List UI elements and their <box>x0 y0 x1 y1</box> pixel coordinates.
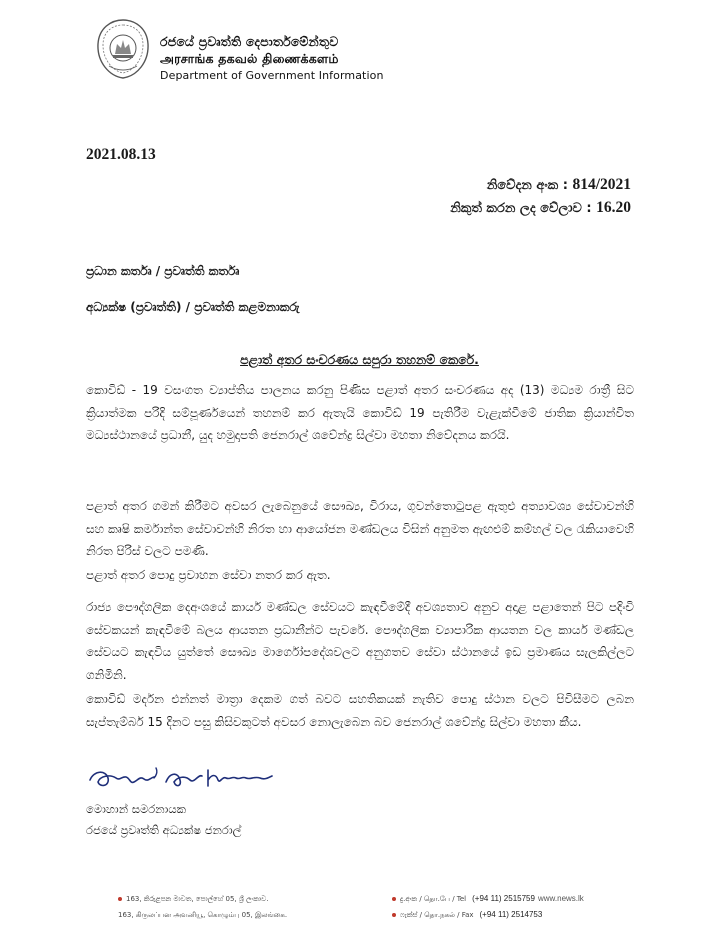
bullet-icon <box>118 897 122 901</box>
body-paragraph-3: පළාත් අතර පොදු ප්‍රවාහන සේවා නතර කර ඇත. <box>86 568 331 582</box>
release-time-label: නිකුත් කරන ලද වේලාව : <box>450 201 592 216</box>
bullet-icon <box>392 897 396 901</box>
release-time <box>450 199 631 217</box>
footer-phone <box>392 894 535 904</box>
footer-address-sinhala: 163, කිරුළපන මාවත, පොල්හේ 05, ශ්‍රී ලංකාව. <box>118 895 268 904</box>
addressee-line-2: අධ්‍යක්ෂ (ප්‍රවෘත්ති) / ප්‍රවෘත්ති කළමනාකරු <box>86 300 300 314</box>
department-name-sinhala: රජයේ ප්‍රවෘත්ති දෙපාර්තමේන්තුව <box>160 34 339 49</box>
subject-heading <box>0 352 719 368</box>
release-time-value: 16.20 <box>596 199 631 216</box>
department-name-english: Department of Government Information <box>160 69 384 82</box>
body-paragraph-4: රාජ්‍ය පෞද්ගලික දෙඅංශයේ කාර්ය මණ්ඩල සේවයට කැඳවීමේදී අවශ්‍යතාව අනුව අදාළ පළාතෙන් පිට පදිංචි සේවකයන් කැඳවීමේ බලය ආයතන ප්‍රධානීන්ට පැවරේ. පෞද්ගලික ව්‍යාපාරික ආයතන වල කාර්ය මණ්ඩල සේවයට කැඳවිය යුත්තේ සෞඛ්‍ය මාර්ගෝපදේශවලට අනුගතව සේවා ස්ථානයේ ඉඩ ප්‍රමාණය සැලකිල්ලට ගනිමිනි. <box>86 600 634 682</box>
department-name-tamil: அரசாங்க தகவல் திணைக்களம் <box>160 51 339 66</box>
footer-phone-label: දු.අංක / தொ.பே / Tel <box>400 895 467 903</box>
footer-address-tamil: 163, கிருலப்பன அவனியூ, கொழும்பு 05, இலங்கை. <box>118 911 288 919</box>
signatory-title: රජයේ ප්‍රවෘත්ති අධ්‍යක්ෂ ජනරාල් <box>86 823 242 837</box>
bullet-icon <box>392 913 396 917</box>
footer-phone-number: (+94 11) 2515759 <box>472 894 535 903</box>
release-date: 2021.08.13 <box>86 146 156 163</box>
release-number-label: නිවේදන අංක : <box>486 178 568 193</box>
footer-fax <box>392 910 542 920</box>
body-paragraph-5: කොවිඩ් මර්දන එන්නත් මාත්‍රා දෙකම ගත් බවට සහතිකයක් නැතිව පොදු ස්ථාන වලට පිවිසීමට ලබන සැප්තැම්බර් 15 දිනට පසු කිසිවකුටත් අවසර නොලැබෙන බව ජෙනරාල් ශවේන්ද්‍ර සිල්වා මහතා කීය. <box>86 692 634 729</box>
government-seal-logo <box>95 18 151 80</box>
subject-text: පළාත් අතර සංචරණය සපුරා තහනම් කෙරේ. <box>240 352 479 367</box>
addressee-line-1: ප්‍රධාන කර්තෘ / ප්‍රවෘත්ති කර්තෘ <box>86 264 240 278</box>
footer-fax-label: ෆැක්ස් / தொ.நகல் / Fax <box>400 911 474 919</box>
body-paragraph-2: පළාත් අතර ගමන් කිරීමට අවසර ලැබෙනුයේ සෞඛ්‍ය, විරාය, ගුවන්තොටුපළ ඇතුළු අත්‍යාවශ්‍ය සේවාවන්හි සහ කෘෂි කර්මාන්ත සේවාවන්හි නිරත හා ආයෝජන මණ්ඩලය විසින් අනුමත ඇඟළුම් කම්හල් වල රැකියාවෙහි නිරත පිරිස් වලට පමණි. <box>86 499 634 558</box>
footer-fax-number: (+94 11) 2514753 <box>479 910 543 919</box>
body-paragraph-1: කොවිඩ් - 19 වසංගත ව්‍යාප්තිය පාලනය කරනු පිණිස පළාත් අතර සංචරණය අද (13) මධ්‍යම රාත්‍රී සිට ක්‍රියාත්මක පරිදි සම්පූර්ණයෙන් තහනම් කර ඇතැයි කොවිඩ් 19 පැතිරීම වැළැක්වීමේ ජාතික ක්‍රියාන්විත මධ්‍යස්ථානයේ ප්‍රධානී, යුද හමුදාපති ජෙනරාල් ශවේන්ද්‍ර සිල්වා මහතා නිවේදනය කරයි. <box>86 383 634 442</box>
handwritten-signature <box>86 762 276 796</box>
release-number <box>487 176 631 194</box>
footer-website-link[interactable]: www.news.lk <box>538 894 584 903</box>
signatory-name: මොහාන් සමරනායක <box>86 802 186 816</box>
release-number-value: 814/2021 <box>572 176 631 193</box>
